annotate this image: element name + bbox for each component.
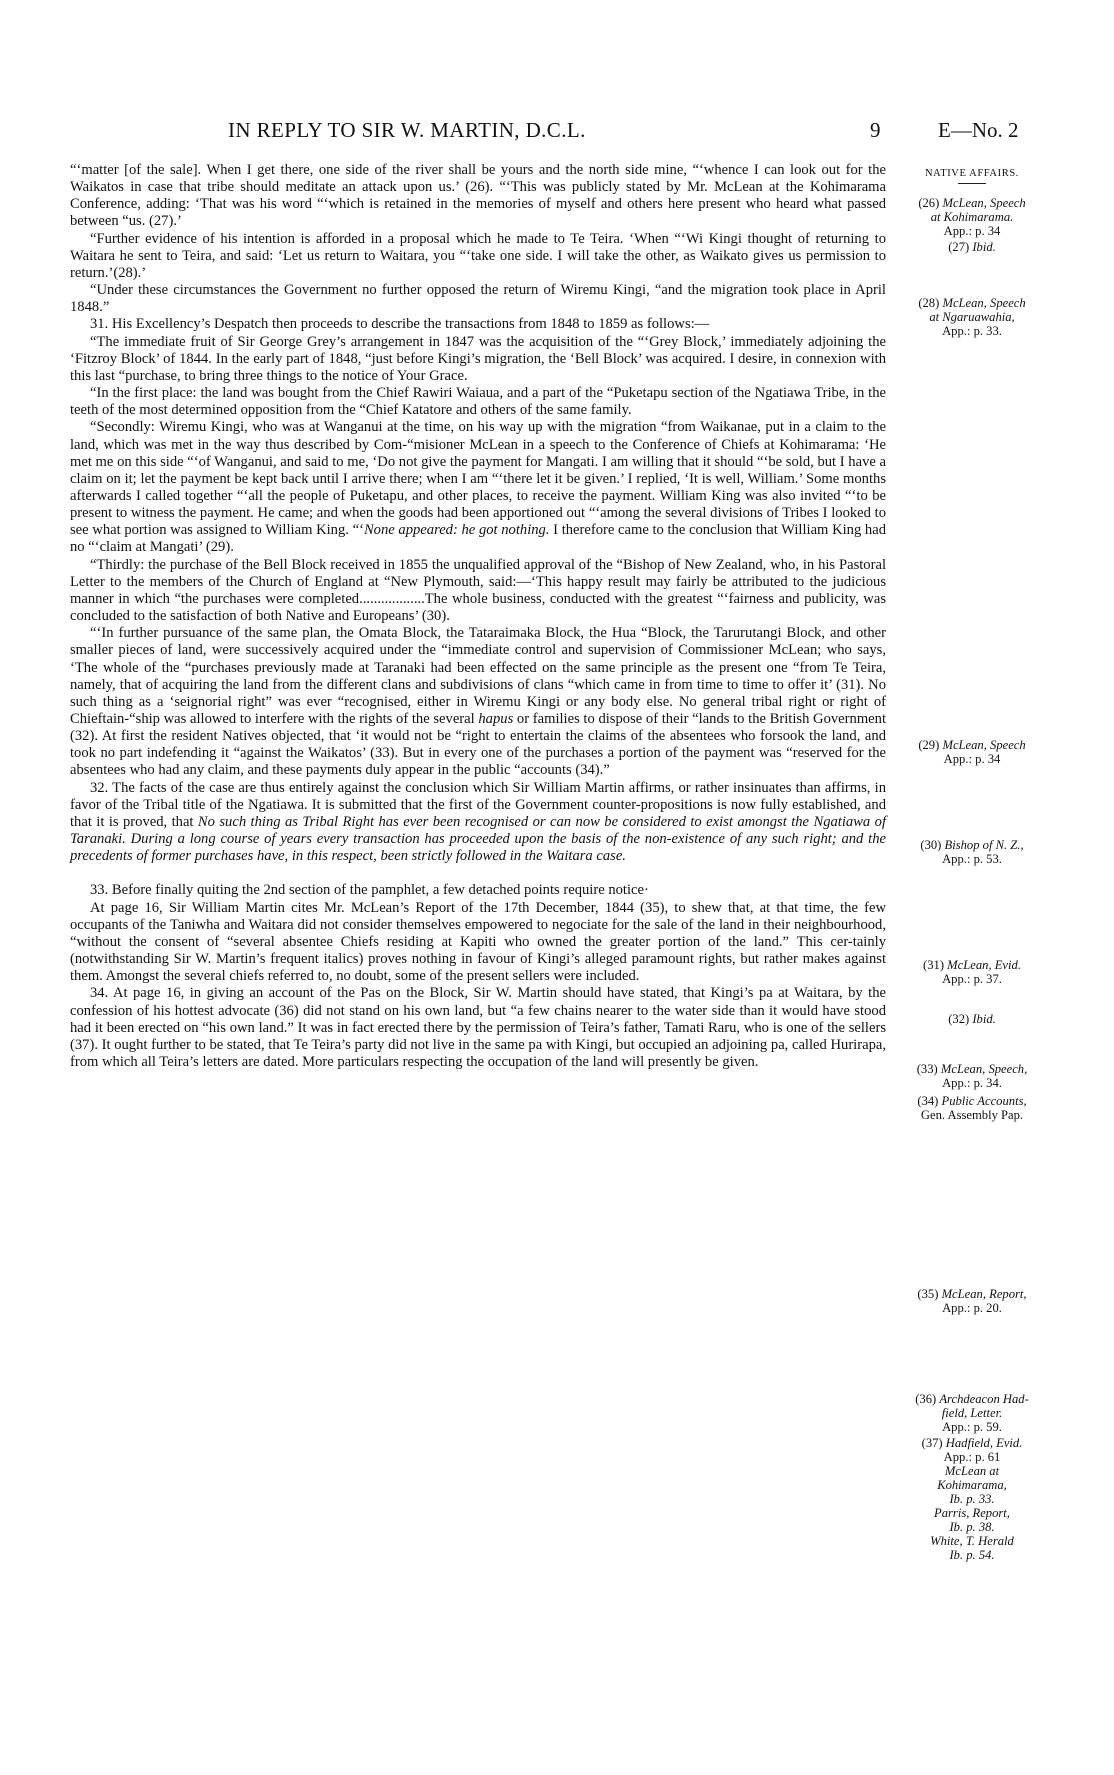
margin-note-30	[892, 838, 1052, 866]
note-page: App.: p. 34	[943, 752, 1001, 766]
margin-note-34	[892, 1094, 1052, 1122]
paragraph-migration: “Under these circumstances the Government no further opposed the return of Wiremu Kingi, “and the migration took place in April 1848.”	[70, 282, 886, 316]
margin-note-27	[892, 240, 1052, 254]
note-ref: McLean, Speech	[942, 196, 1026, 210]
note-page: App.: p. 37.	[942, 972, 1002, 986]
secondly-text: “Secondly: Wiremu Kingi, who was at Wanganui at the time, on his way up with the migration “from Waikanae, put in a claim to the land, which was met in the way thus described by Com-“misioner McLean in a speech to the Conference of Chiefs at Kohimarama: ‘He met me on this side “‘of Wanganui, and said to me, ‘Do not give the payment for Mangati. I am willing that it should “‘be sold, but I have a claim on it; let the payment be kept back until I arrive there; when I am “‘there let it be given.’ I replied, ‘It is well, William.’ Some months afterwards I called together “‘all the people of Puketapu, and other places, to receive the payment. William King was also invited “‘to be present to witness the payment. He came; and when the goods had been apportioned out “‘among the several divisions of Tribes I looked to see what portion was assigned to William King. “‘	[70, 419, 886, 539]
running-title: IN REPLY TO SIR W. MARTIN, D.C.L.	[228, 118, 586, 142]
secondly-tail: I therefore came to the conclusion that William King had no “‘claim at Mangati’ (29).	[70, 522, 886, 556]
section-label: NATIVE AFFAIRS.	[925, 168, 1019, 179]
section-rule	[958, 183, 986, 184]
paragraph-secondly	[70, 419, 886, 556]
paragraph-33: 33. Before finally quiting the 2nd section of the pamphlet, a few detached points require notice·	[90, 882, 649, 899]
margin-note-28	[892, 296, 1052, 338]
note-ref: McLean, Speech	[942, 738, 1026, 752]
note-number: (27)	[948, 240, 970, 254]
note-number: (36)	[915, 1392, 937, 1406]
note-number: (26)	[918, 196, 940, 210]
pursuance-italic-hapus: hapus	[478, 711, 514, 727]
note-number: (28)	[918, 296, 940, 310]
page-header	[0, 118, 1114, 142]
paragraph-thirdly: “Thirdly: the purchase of the Bell Block received in 1855 the unqualified approval of the “Bishop of New Zealand, who, in his Pastoral Letter to the members of the Church of England at “New Plymouth, said:—‘This happy result may fairly be attributed to the judicious manner in which “the purchases were completed..................The whole business, conducted with the greatest “‘fairness and publicity, was concluded to the satisfaction of both Native and Europeans’ (30).	[70, 556, 886, 625]
margin-note-31	[892, 958, 1052, 986]
paragraph-32	[70, 780, 886, 866]
note-ref-5: White, T. Herald	[930, 1534, 1014, 1548]
note-ref-cont: field, Letter.	[941, 1406, 1003, 1420]
paragraph-page-16: At page 16, Sir William Martin cites Mr. McLean’s Report of the 17th December, 1844 (35), to shew that, at that time, the few occupants of the Taniwha and Waitara did not consider themselves empowered to negociate for the sale of the land in their neighbourhood, “without the consent of “several absentee Chiefs residing at Kapiti who owned the greater portion of the land.” This cer-tainly (notwithstanding Sir W. Martin’s frequent italics) proves nothing in favour of Kingi’s alleged paramount rights, but rather makes against them. Amongst the several chiefs referred to, no doubt, some of the present sellers were included.	[70, 899, 886, 985]
note-ref-3: Kohimarama,	[937, 1478, 1007, 1492]
note-number: (29)	[918, 738, 940, 752]
note-ref-cont: at Kohimarama.	[930, 210, 1014, 224]
note-ref-4: Parris, Report,	[934, 1506, 1010, 1520]
note-ref: Public Accounts,	[941, 1094, 1027, 1108]
note-page-2: Ib. p. 33.	[949, 1492, 995, 1506]
paragraph-further-evidence: “Further evidence of his intention is afforded in a proposal which he made to Te Teira. ‘When “‘Wi Kingi thought of returning to Waitara he sent to Teira, and said: ‘Let us return to Waitara, you “‘take one side. I will take the other, as Waikato gives us permission to return.’(28).’	[70, 230, 886, 281]
note-ref: McLean, Speech	[942, 296, 1026, 310]
paragraph-quote-sale: “‘matter [of the sale]. When I get there, one side of the river shall be yours and the north side mine, “‘whence I can look out for the Waikatos in case that tribe should meditate an attack upon us.’ (26). “‘This was publicly stated by Mr. McLean at the Kohimarama Conference, adding: ‘That was his word “‘which is retained in the memories of myself and others here present who heard what passed between “us. (27).’	[70, 162, 886, 230]
note-ref: Archdeacon Had-	[939, 1392, 1029, 1406]
note-number: (31)	[923, 958, 945, 972]
margin-note-37	[892, 1436, 1052, 1562]
note-ref-cont: at Ngaruawahia,	[929, 310, 1015, 324]
margin-note-26	[892, 196, 1052, 238]
note-page: App.: p. 20.	[942, 1301, 1002, 1315]
note-number: (33)	[916, 1062, 938, 1076]
note-page: App.: p. 59.	[942, 1420, 1002, 1434]
note-page-4: Ib. p. 54.	[949, 1548, 995, 1562]
note-page: App.: p. 34	[943, 224, 1001, 238]
note-page: App.: p. 33.	[942, 324, 1002, 338]
margin-note-36	[892, 1392, 1052, 1434]
note-number: (34)	[917, 1094, 939, 1108]
paragraph-further-pursuance	[70, 625, 886, 779]
document-reference: E—No. 2	[938, 118, 1019, 142]
note-ref: Bishop of N. Z.,	[944, 838, 1024, 852]
main-text-column	[70, 162, 886, 1071]
note-page: App.: p. 61	[943, 1450, 1001, 1464]
page-number: 9	[870, 118, 881, 142]
margin-note-32	[892, 1012, 1052, 1026]
paragraph-immediate-fruit: “The immediate fruit of Sir George Grey’s arrangement in 1847 was the acquisition of the “‘Grey Block,’ immediately adjoining the ‘Fitzroy Block’ of 1844. In the early part of 1848, “just before Kingi’s migration, the ‘Bell Block’ was acquired. I desire, in connexion with this last “purchase, to bring three things to the notice of Your Grace.	[70, 333, 886, 384]
paragraph-first-place: “In the first place: the land was bought from the Chief Rawiri Waiaua, and a part of the “Puketapu section of the Ngatiawa Tribe, in the teeth of the most determined opposition from the “Chief Katatore and others of the same family.	[70, 385, 886, 419]
pursuance-tail: or families to dispose of their “lands to the British Government (32). At first the resident Natives objected, that ‘it would not be “right to entertain the claims of the absentees who forsook the land, and took no part indefending it “against the Waikatos’ (33). But in every one of the purchases a portion of the payment was “reserved for the absentees who had any claim, and these payments duly appear in the public “accounts (34).”	[70, 711, 886, 779]
note-page: App.: p. 53.	[942, 852, 1002, 866]
note-number: (35)	[917, 1287, 939, 1301]
margin-note-35	[892, 1287, 1052, 1315]
p32-text: 32. The facts of the case are thus entirely against the conclusion which Sir William Martin affirms, or rather insinuates than affirms, in favor of the Tribal title of the Ngatiawa. It is submitted that the first of the Government counter-propositions is now fully established, and that it is proved, that	[70, 779, 886, 830]
margin-note-29	[892, 738, 1052, 766]
margin-section-heading	[892, 167, 1052, 187]
note-ref-2: McLean at	[944, 1464, 1000, 1478]
pursuance-text: “‘In further pursuance of the same plan, the Omata Block, the Tataraimaka Block, the Hua “Block, the Tarurutangi Block, and other smaller pieces of land, were successively acquired under the “immediate control and supervision of Commissioner McLean; who says, ‘The whole of the “purchases previously made at Taranaki had been effected on the same principle as the present one “from Te Teira, namely, that of acquiring the land from the different clans and subdivisions of clans “which came in from time to time to offer it’ (31). No such thing as a ‘seignorial right” was ever “recognised, either in Wiremu Kingi or any body else. No general tribal right or right of Chieftain-“ship was allowed to interfere with the rights of the several	[70, 625, 886, 727]
note-ref: Ibid.	[972, 1012, 996, 1026]
note-ref: McLean, Speech,	[940, 1062, 1028, 1076]
note-number: (37)	[921, 1436, 943, 1450]
paragraph-31: 31. His Excellency’s Despatch then proceeds to describe the transactions from 1848 to 1859 as follows:—	[90, 316, 710, 333]
note-number: (30)	[920, 838, 942, 852]
note-page: Gen. Assembly Pap.	[920, 1108, 1024, 1122]
secondly-italic: None appeared: he got nothing.	[363, 522, 550, 539]
note-ref: Ibid.	[972, 240, 996, 254]
note-ref: McLean, Evid.	[947, 958, 1021, 972]
note-ref: McLean, Report,	[941, 1287, 1027, 1301]
note-page: App.: p. 34.	[942, 1076, 1002, 1090]
note-page-3: Ib. p. 38.	[949, 1520, 995, 1534]
margin-note-33	[892, 1062, 1052, 1090]
paragraph-34: 34. At page 16, in giving an account of the Pas on the Block, Sir W. Martin should have stated, that Kingi’s pa at Waitara, by the confession of his hottest advocate (36) did not stand on his own land, but “a few chains nearer to the water side than it would have stood had it been erected on “his own land.” It was in fact erected there by the permission of Teira’s father, Tamati Raru, who is one of the sellers (37). It ought further to be stated, that Te Teira’s party did not live in the same pa with Kingi, but occupied an adjoining pa, called Hurirapa, from which all Teira’s letters are dated. More particulars respecting the occupation of the land will presently be given.	[70, 985, 886, 1070]
p32-italic: No such thing as Tribal Right has ever been recognised or can now be considered to exist amongst the Ngatiawa of Taranaki. During a long course of years every transaction has proceeded upon the basis of the non-existence of any such right; and the precedents of former purchases have, in this respect, been strictly followed in the Waitara case.	[70, 813, 886, 865]
note-ref: Hadfield, Evid.	[945, 1436, 1023, 1450]
note-number: (32)	[948, 1012, 970, 1026]
